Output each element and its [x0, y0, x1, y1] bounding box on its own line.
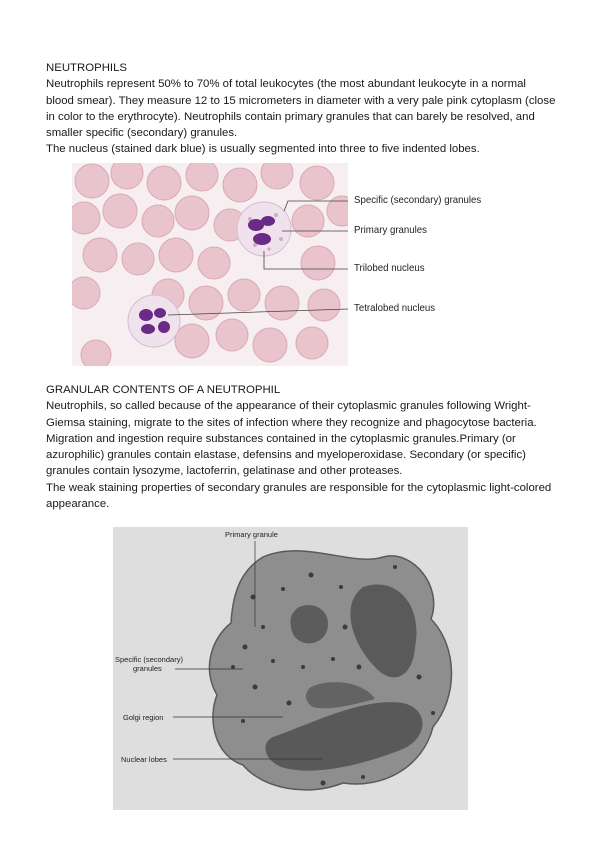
- paragraph: Neutrophils represent 50% to 70% of total leukocytes (the most abundant leukocyte in a normal blood smear). They measure 12 to 15 micrometers in diameter with a very pale pink cytoplasm (close in color to the erythrocyte). Neutrophils contain primary granules that can barely be resolved, and smaller specific (secondary) granules.: [46, 78, 556, 140]
- label-tetralobed-nucleus: Tetralobed nucleus: [354, 302, 436, 314]
- blood-smear-micrograph: [72, 163, 348, 366]
- paragraph: The nucleus (stained dark blue) is usually segmented into three to five indented lobes.: [46, 143, 480, 156]
- label-specific-granules-line1: Specific (secondary): [115, 655, 183, 664]
- label-nuclear-lobes: Nuclear lobes: [121, 755, 167, 764]
- electron-micrograph: [113, 527, 468, 810]
- label-golgi-region: Golgi region: [123, 713, 164, 722]
- section-heading: NEUTROPHILS: [46, 62, 128, 74]
- neutrophil-electron-micrograph-figure: [113, 527, 468, 810]
- neutrophil-light-micrograph-figure: [72, 163, 510, 366]
- label-trilobed-nucleus: Trilobed nucleus: [354, 262, 425, 274]
- label-specific-granules: Specific (secondary) granules: [354, 194, 482, 206]
- section-heading: GRANULAR CONTENTS OF A NEUTROPHIL: [46, 384, 281, 396]
- label-primary-granule: Primary granule: [225, 530, 278, 539]
- section-neutrophils: [46, 60, 556, 158]
- section-granular-contents: [46, 382, 556, 512]
- label-primary-granules: Primary granules: [354, 224, 428, 236]
- label-specific-granules-line2: granules: [133, 664, 162, 673]
- paragraph: The weak staining properties of secondary granules are responsible for the cytoplasmic light-colored appearance.: [46, 481, 552, 511]
- paragraph: Neutrophils, so called because of the appearance of their cytoplasmic granules following Wright-Giemsa staining, migrate to the sites of infection where they recognize and phagocytose bacteria. Migration and ingestion require substances contained in the cytoplasmic granules.Primary (or azurophilic) granules contain elastase, defensins and myeloperoxidase. Secondary (or specific) granules contain lysozyme, lactoferrin, gelatinase and other proteases.: [46, 400, 537, 478]
